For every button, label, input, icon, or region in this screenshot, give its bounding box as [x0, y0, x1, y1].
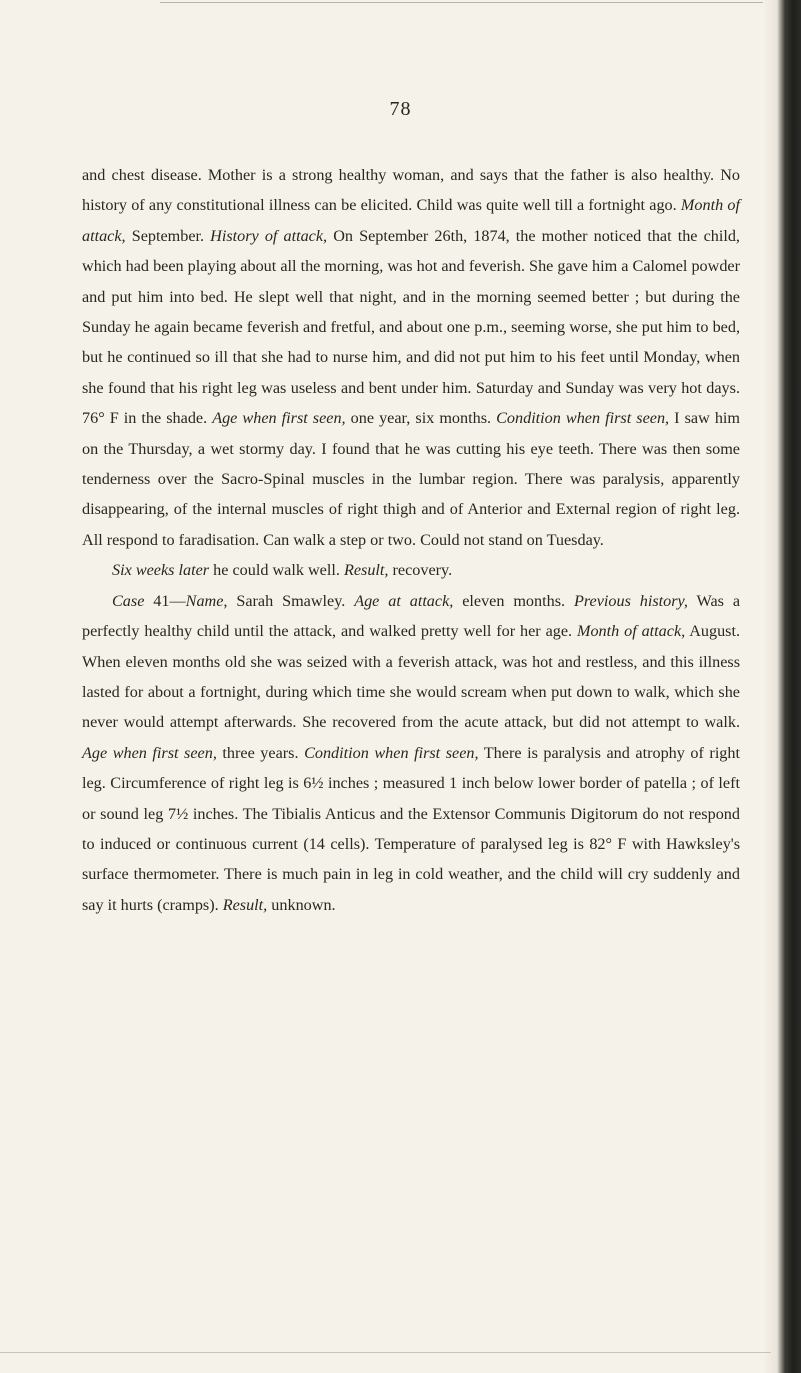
page-bottom-edge [0, 1352, 771, 1353]
italic-heading-run: Condition when first seen, [496, 409, 670, 428]
text-run: Was a perfectly healthy child until the attack, and walked pretty well for her age. [82, 591, 741, 641]
italic-heading-run: Name, [185, 591, 228, 610]
text-run: and chest disease. Mother is a strong healthy woman, and says that the father is also healthy. No history of any constitutional illness can be elicited. Child was quite well till a fortnight ago. [82, 166, 740, 215]
italic-heading-run: Previous history, [573, 591, 688, 610]
body-text [82, 160, 740, 920]
italic-heading-run: Case [112, 591, 145, 610]
italic-heading-run: Age when first seen, [212, 409, 346, 428]
text-run: one year, six months. [345, 409, 497, 428]
page-number: 78 [389, 98, 412, 120]
text-run: September. [125, 226, 211, 245]
text-run: three years. [216, 743, 305, 762]
text-run: There is paralysis and atrophy of right leg. Circumference of right leg is 6½ inches ; measured 1 inch below lower border of patella ; of left or sound leg 7½ inches. The Tibialis Anticus and the Extensor Communis Digitorum do not respond to induced or continuous current (14 cells). Temperature of paralysed leg is 82° F with Hawksley's surface thermometer. There is much pain in leg in cold weather, and the child will cry suddenly and say it hurts (cramps). [82, 743, 740, 914]
text-run: recovery. [388, 561, 453, 580]
paragraph-six-weeks-later [82, 555, 740, 585]
text-run: unknown. [267, 895, 336, 914]
italic-heading-run: Month of attack, [82, 196, 740, 245]
book-spine-edge [763, 0, 801, 1373]
text-run: On September 26th, 1874, the mother noticed that the child, which had been playing about all the morning, was hot and feverish. She gave him a Calomel powder and put him into bed. He slept well that night, and in the morning seemed better ; but during the Sunday he again became feverish and fretful, and about one p.m., seeming worse, she put him to bed, but he continued so ill that she had to nurse him, and did not put him to his feet until Monday, when she found that his right leg was useless and bent under him. Saturday and Sunday was very hot days. 76° F in the shade. [82, 226, 740, 428]
text-run: Sarah Smawley. [227, 591, 355, 610]
italic-heading-run: Age when first seen, [82, 743, 217, 762]
italic-heading-run: Condition when first seen, [304, 743, 479, 762]
text-run: he could walk well. [209, 561, 344, 580]
italic-heading-run: Six weeks later [112, 561, 210, 580]
text-run: August. When eleven months old she was seized with a feverish attack, was hot and restless, and this illness lasted for about a fortnight, during which time she would scream when put down to walk, which she never would attempt afterwards. She recovered from the acute attack, but did not attempt to walk. [82, 622, 741, 732]
paragraph-case-continuation [82, 160, 740, 555]
italic-heading-run: Month of attack, [576, 622, 686, 641]
italic-heading-run: History of attack, [210, 226, 328, 245]
italic-heading-run: Result, [343, 561, 389, 580]
text-run: 41— [144, 591, 186, 610]
page-top-edge [160, 2, 771, 3]
text-run: I saw him on the Thursday, a wet stormy day. I found that he was cutting his eye teeth. There was then some tenderness over the Sacro-Spinal muscles in the lumbar region. There was paralysis, apparently disappearing, of the internal muscles of right thigh and of Anterior and External region of right leg. All respond to faradisation. Can walk a step or two. Could not stand on Tuesday. [82, 409, 741, 549]
paragraph-case-41 [82, 586, 740, 920]
italic-heading-run: Result, [222, 895, 268, 914]
text-run: eleven months. [453, 591, 574, 610]
italic-heading-run: Age at attack, [354, 591, 454, 610]
